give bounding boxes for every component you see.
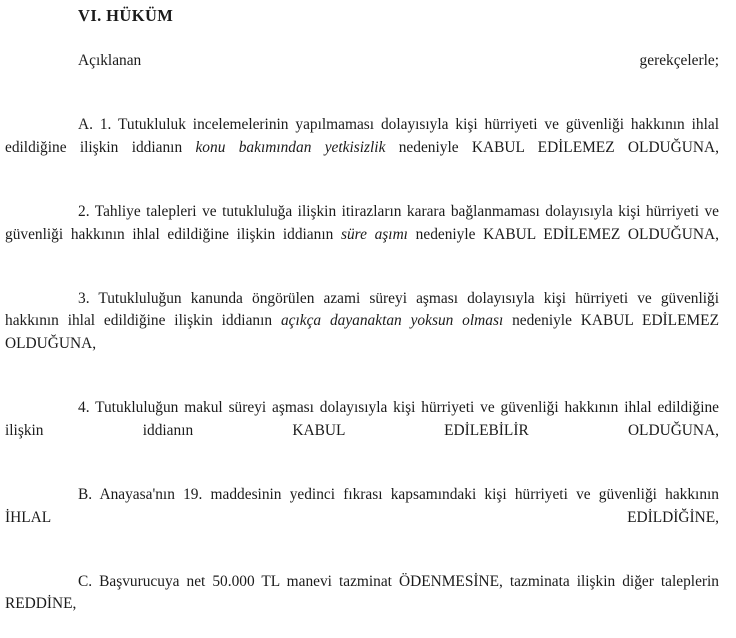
ruling-paragraph-c [5,571,719,638]
ruling-text-lead: 2. Tahliye talepleri ve tutukluluğa ilişkin itirazların karara bağlanmaması dolayısıyla kişi hürriyeti ve güvenliği hakkının ihlal edildiğine ilişkin iddianın [5,202,719,243]
document-body [5,50,719,638]
ruling-text-tail: nedeniyle KABUL EDİLEMEZ OLDUĞUNA, [5,312,719,352]
ruling-text-italic: açıkça dayanaktan yoksun olması [280,312,504,330]
ruling-paragraph-a1 [5,114,719,182]
ruling-text-lead: C. Başvurucuya net 50.000 TL manevi tazminat ÖDENMESİNE, tazminata ilişkin diğer taleplerin REDDİNE, [5,572,719,613]
intro-paragraph: Açıklanan gerekçelerle; [78,52,719,69]
ruling-paragraph-a3 [5,288,719,378]
ruling-text-italic: süre aşımı [340,225,408,243]
ruling-text-lead: B. Anayasa'nın 19. maddesinin yedinci fıkrası kapsamındaki kişi hürriyeti ve güvenliği hakkının İHLAL EDİLDİĞİNE, [5,485,719,526]
ruling-paragraph-a2 [5,201,719,269]
ruling-text-lead: 3. Tutukluluğun kanunda öngörülen azami süreyi aşması dolayısıyla kişi hürriyeti ve güvenliği hakkının ihlal edildiğine ilişkin iddianın [5,289,719,330]
ruling-paragraph-b [5,484,719,552]
ruling-text-italic: konu bakımından yetkisizlik [195,138,386,156]
ruling-text-tail: nedeniyle KABUL EDİLEMEZ OLDUĞUNA, [385,138,719,156]
ruling-text-lead: A. 1. Tutukluluk incelemelerinin yapılmaması dolayısıyla kişi hürriyeti ve güvenliği hakkının ihlal edildiğine ilişkin iddianın [5,116,719,156]
ruling-text-lead: 4. Tutukluluğun makul süreyi aşması dolayısıyla kişi hürriyeti ve güvenliği hakkının ihlal edildiğine ilişkin iddianın KABUL EDİLEBİLİR OLDUĞUNA, [5,399,719,439]
page-title: VI. HÜKÜM [78,6,174,25]
ruling-paragraph-a4 [5,397,719,465]
ruling-text-tail: nedeniyle KABUL EDİLEMEZ OLDUĞUNA, [407,225,719,243]
